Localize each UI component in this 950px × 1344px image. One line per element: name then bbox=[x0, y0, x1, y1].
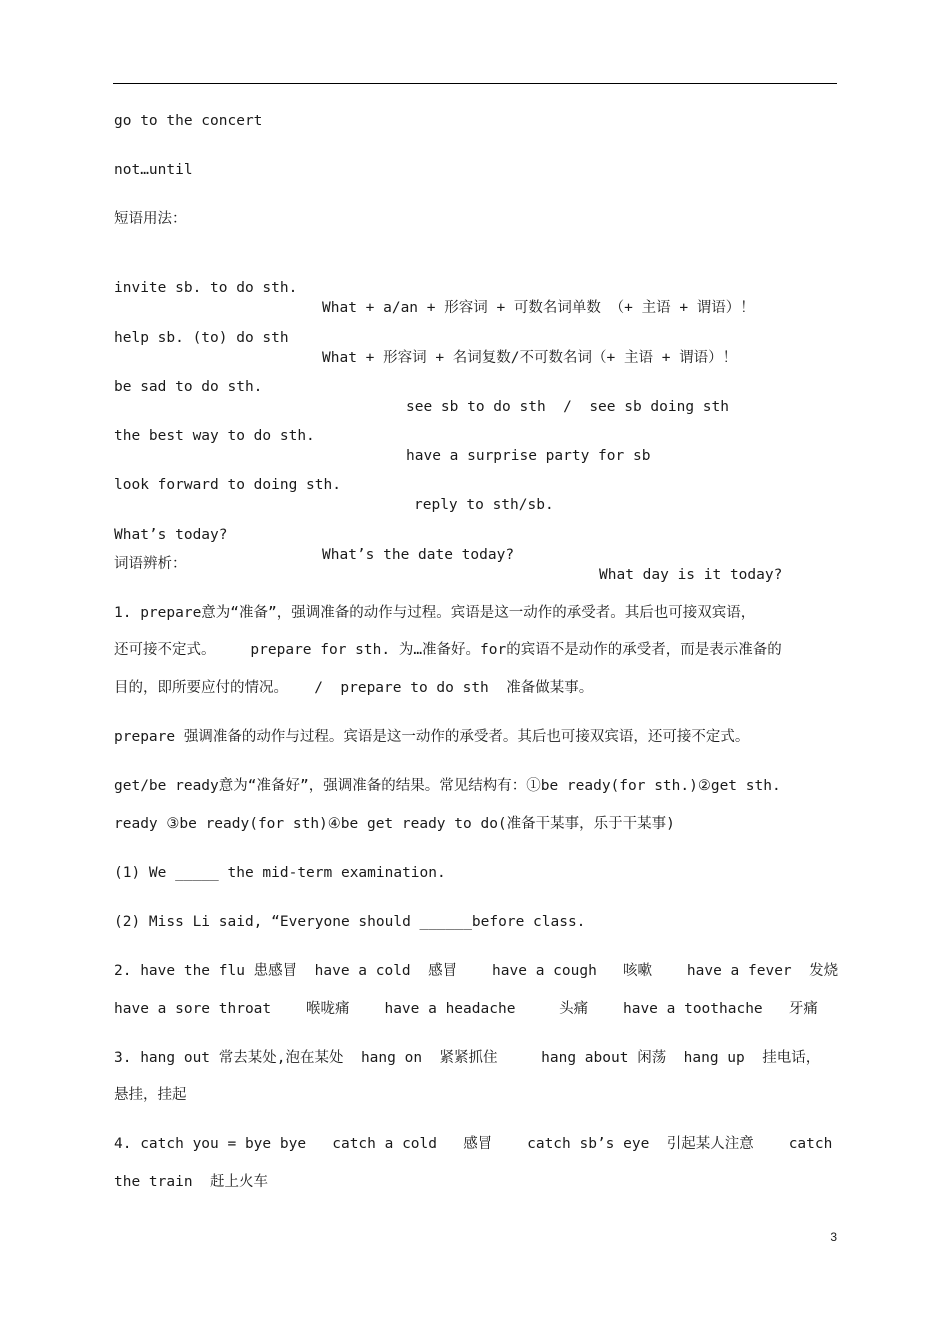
phrase: reply to sth/sb. bbox=[414, 497, 554, 513]
text-line: go to the concert bbox=[114, 113, 263, 129]
phrase: the best way to do sth. bbox=[114, 428, 315, 444]
exercise-question: (2) Miss Li said, “Everyone should ______before class. bbox=[114, 914, 586, 930]
page-number: 3 bbox=[830, 1230, 837, 1244]
phrase: What’s the date today? bbox=[322, 547, 515, 563]
paragraph-line: ready ③be ready(for sth)④be get ready to do(准备干某事，乐于干某事) bbox=[114, 816, 675, 832]
paragraph-line: have a sore throat 喉咙痛 have a headache 头痛 have a toothache 牙痛 bbox=[114, 1001, 818, 1017]
text-line: not…until bbox=[114, 162, 193, 178]
paragraph-line: 目的，即所要应付的情况。 / prepare to do sth 准备做某事。 bbox=[114, 680, 594, 696]
phrase: help sb. (to) do sth bbox=[114, 330, 289, 346]
phrase: What + 形容词 + 名词复数/不可数名词（+ 主语 + 谓语）！ bbox=[322, 350, 738, 366]
phrase: see sb to do sth / see sb doing sth bbox=[406, 399, 730, 415]
phrase: be sad to do sth. bbox=[114, 379, 263, 395]
exercise-question: (1) We _____ the mid-term examination. bbox=[114, 865, 446, 881]
phrase: look forward to doing sth. bbox=[114, 477, 341, 493]
paragraph-line: get/be ready意为“准备好”，强调准备的结果。常见结构有：①be ready(for sth.)②get sth. bbox=[114, 778, 781, 794]
paragraph-line: the train 赶上火车 bbox=[114, 1174, 269, 1190]
paragraph-line: 悬挂，挂起 bbox=[114, 1087, 187, 1103]
section-heading: 短语用法： bbox=[114, 211, 187, 227]
paragraph-line: 4. catch you = bye bye catch a cold 感冒 catch sb’s eye 引起某人注意 catch bbox=[114, 1136, 833, 1152]
header-rule bbox=[113, 83, 837, 84]
paragraph-line: prepare 强调准备的动作与过程。宾语是这一动作的承受者。其后也可接双宾语，还可接不定式。 bbox=[114, 729, 750, 745]
phrase: invite sb. to do sth. bbox=[114, 280, 298, 296]
section-heading: 词语辨析： bbox=[114, 556, 187, 572]
phrase: What day is it today? bbox=[599, 567, 783, 583]
paragraph-line: 还可接不定式。 prepare for sth. 为…准备好。for的宾语不是动作的承受者，而是表示准备的 bbox=[114, 642, 782, 658]
paragraph-line: 1. prepare意为“准备”，强调准备的动作与过程。宾语是这一动作的承受者。其后也可接双宾语， bbox=[114, 605, 756, 621]
phrase: have a surprise party for sb bbox=[406, 448, 651, 464]
paragraph-line: 2. have the flu 患感冒 have a cold 感冒 have a cough 咳嗽 have a fever 发烧 bbox=[114, 963, 839, 979]
phrase-row bbox=[114, 505, 814, 585]
phrase: What + a/an + 形容词 + 可数名词单数 （+ 主语 + 谓语）！ bbox=[322, 300, 755, 316]
paragraph-line: 3. hang out 常去某处,泡在某处 hang on 紧紧抓住 hang about 闲荡 hang up 挂电话， bbox=[114, 1050, 821, 1066]
phrase: What’s today? bbox=[114, 527, 228, 543]
